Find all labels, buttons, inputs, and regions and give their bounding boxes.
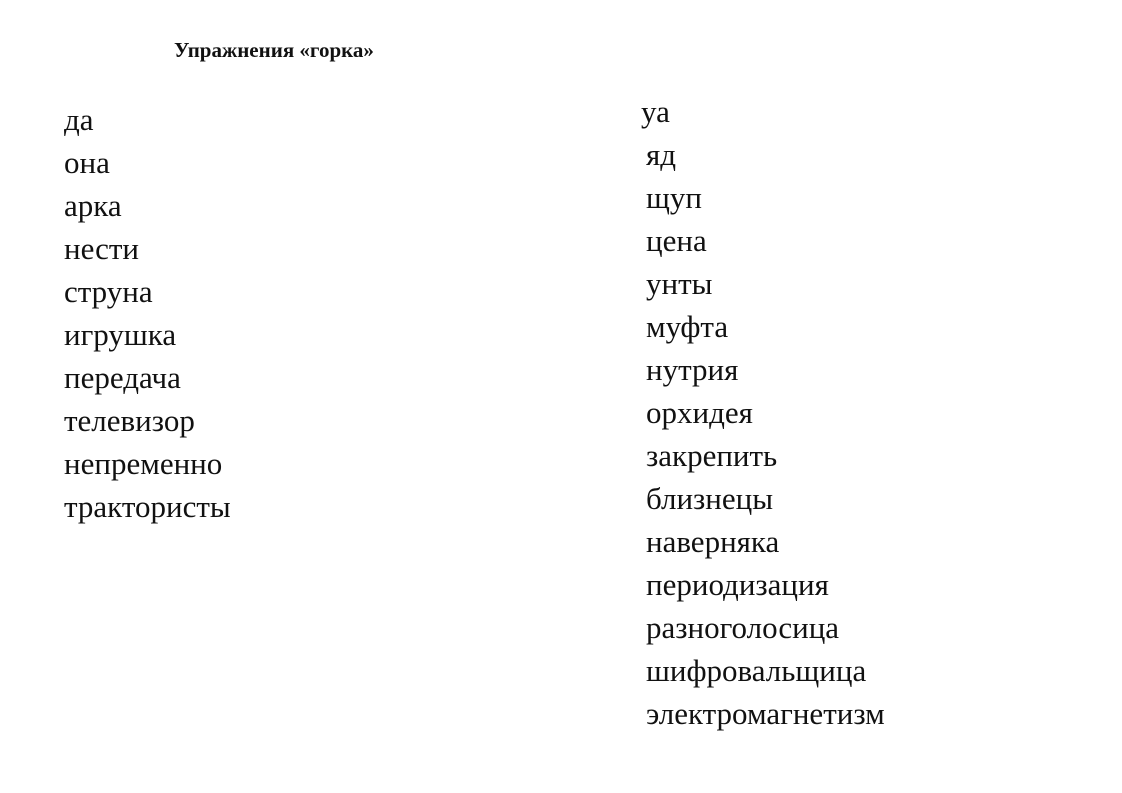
word-item: наверняка	[646, 524, 780, 559]
word-item: цена	[646, 223, 707, 258]
right-word-column	[641, 90, 885, 735]
word-item: периодизация	[646, 567, 829, 602]
word-item: уа	[641, 94, 670, 129]
word-item: близнецы	[646, 481, 774, 516]
word-item: струна	[64, 274, 153, 309]
word-item: нести	[64, 231, 140, 266]
word-item: электромагнетизм	[646, 696, 885, 731]
word-item: разноголосица	[646, 610, 840, 645]
word-item: непременно	[64, 446, 223, 481]
word-item: щуп	[646, 180, 702, 215]
word-item: муфта	[646, 309, 729, 344]
word-item: нутрия	[646, 352, 739, 387]
word-item: закрепить	[646, 438, 778, 473]
word-item: яд	[646, 137, 677, 172]
word-item: телевизор	[64, 403, 195, 438]
word-item: трактористы	[64, 489, 231, 524]
word-item: передача	[64, 360, 181, 395]
word-item: унты	[646, 266, 713, 301]
word-item: она	[64, 145, 110, 180]
page-title: Упражнения «горка»	[174, 38, 374, 62]
left-word-column	[64, 98, 231, 528]
word-item: игрушка	[64, 317, 177, 352]
word-item: орхидея	[646, 395, 753, 430]
word-item: да	[64, 102, 94, 137]
word-item: арка	[64, 188, 122, 223]
word-item: шифровальщица	[646, 653, 867, 688]
